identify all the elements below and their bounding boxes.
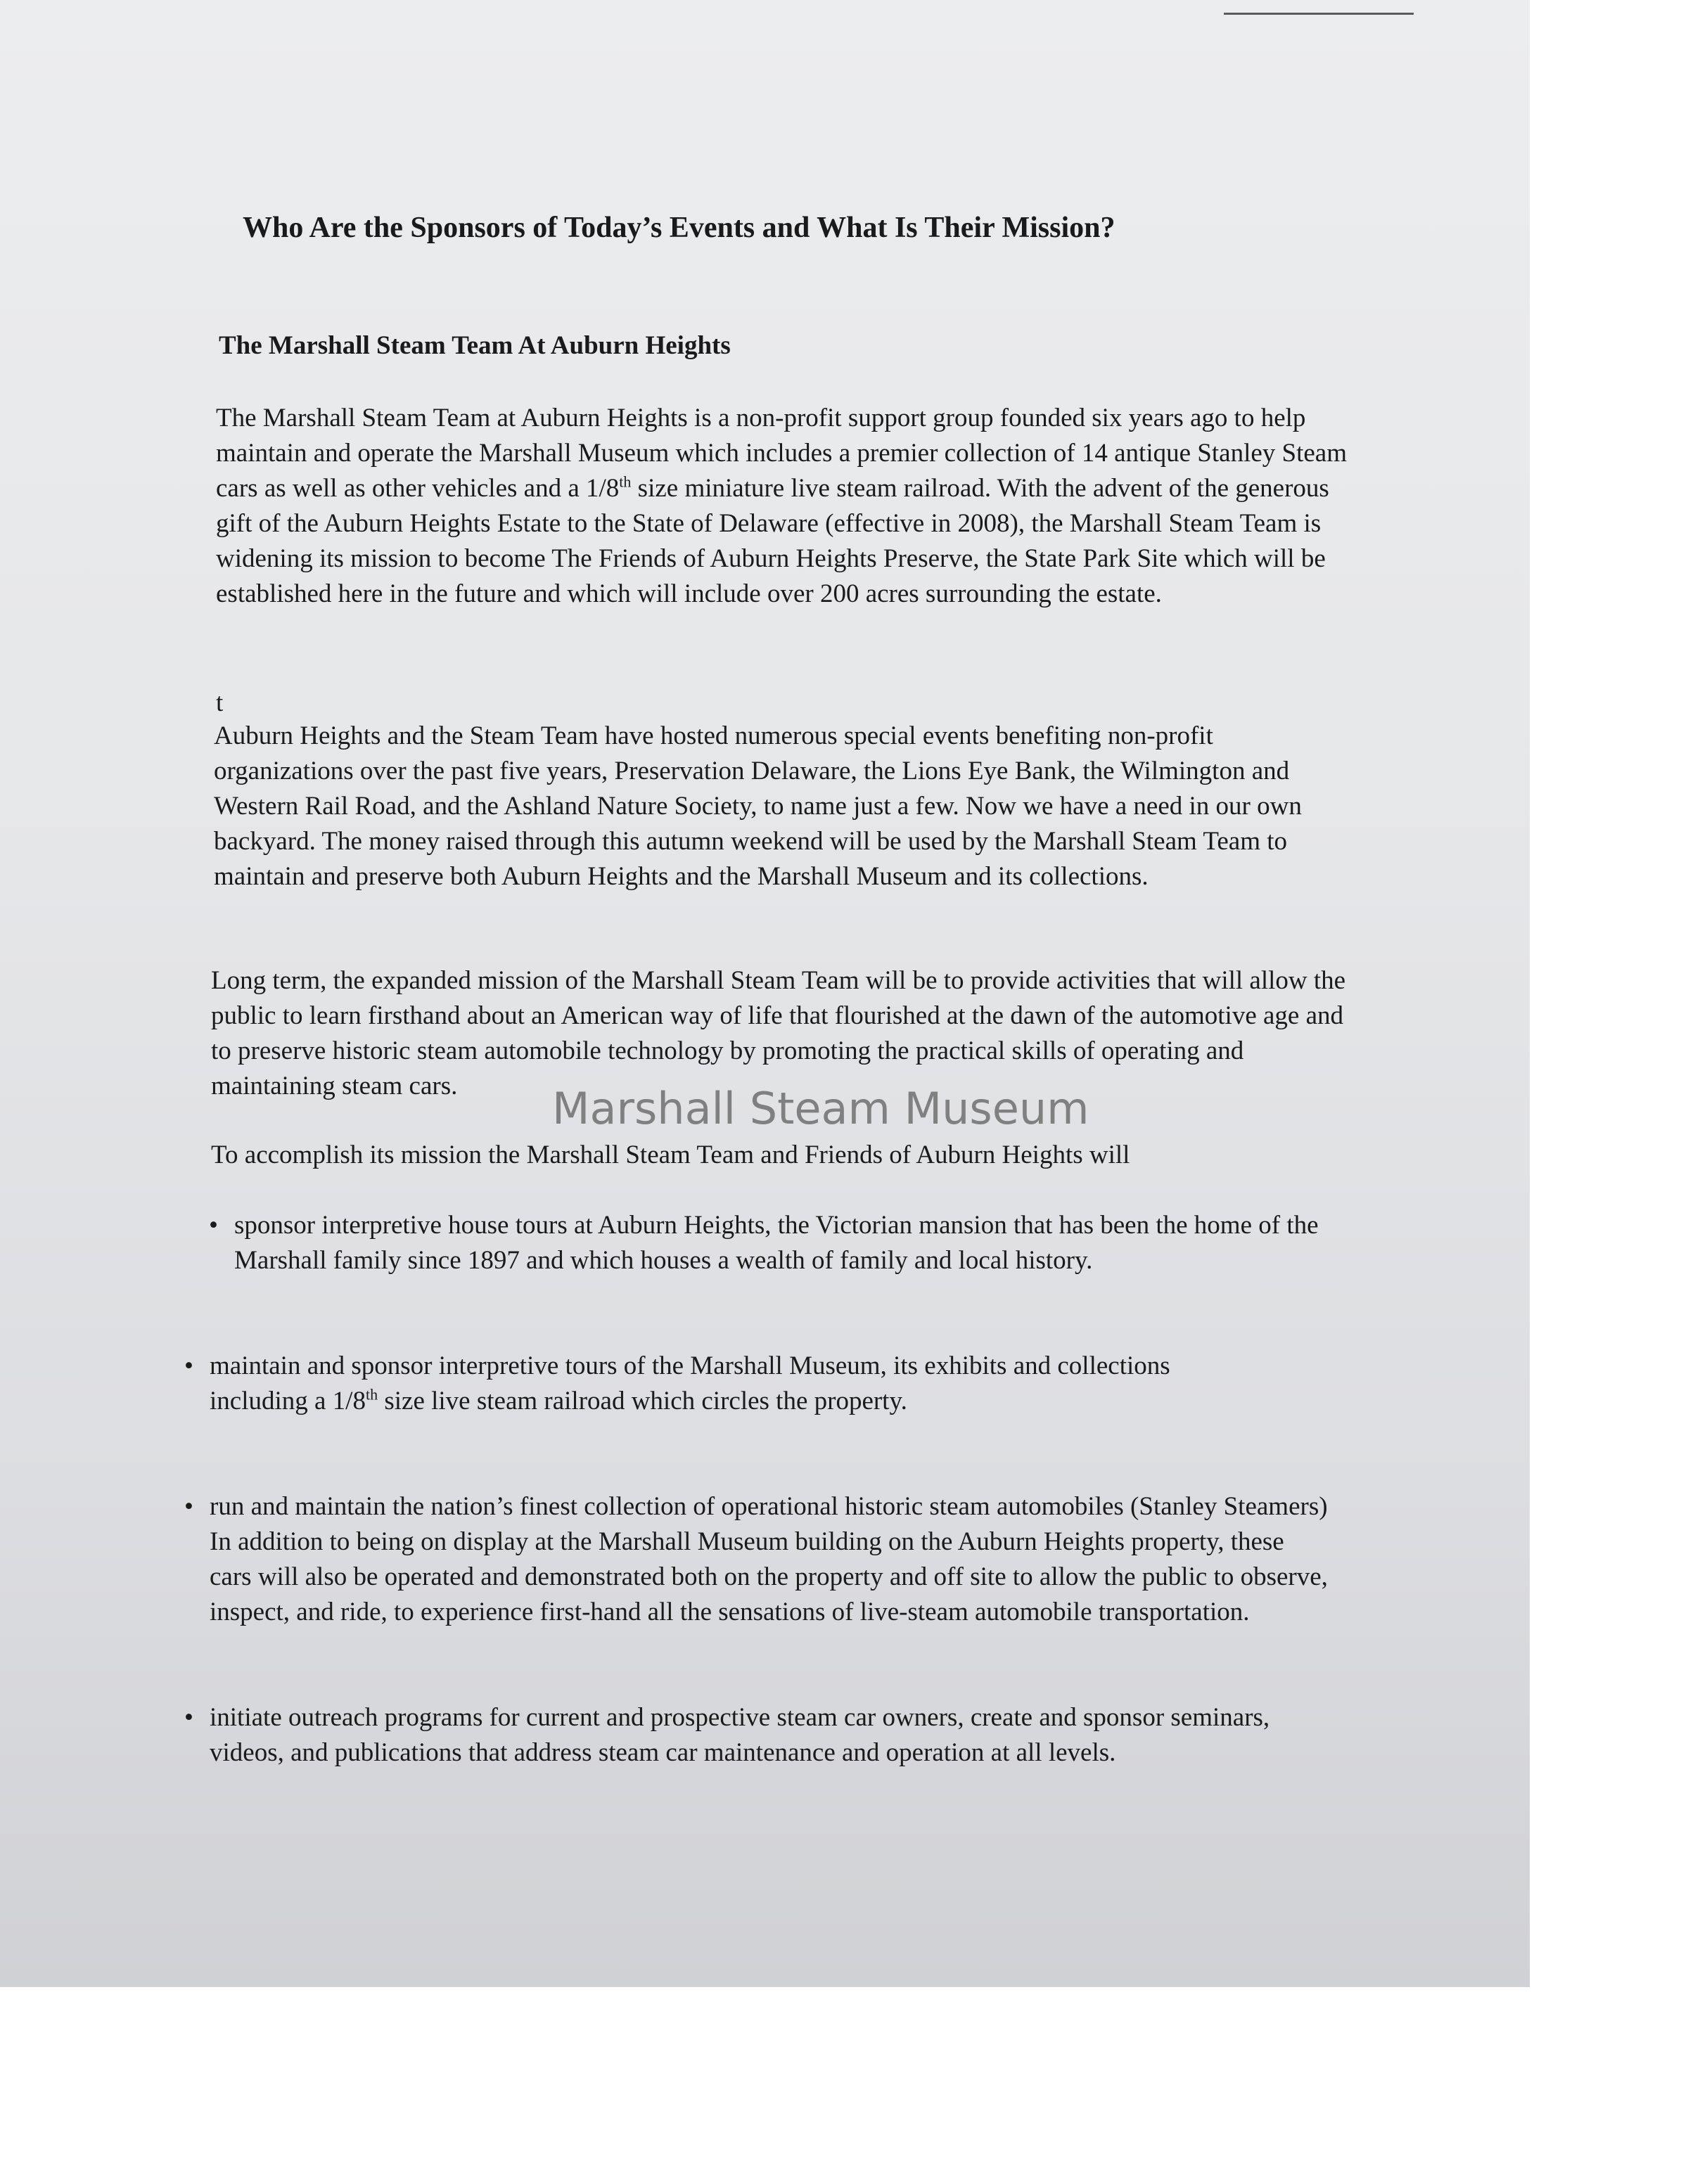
document-heading: Who Are the Sponsors of Today’s Events and What Is Their Mission? (243, 212, 1115, 244)
paragraph-3: Long term, the expanded mission of the Marshall Steam Team will be to provide activities that will allow the public to learn firsthand about an American way of life that flourished at the dawn of the automotive age and to preserve historic steam automobile technology by promoting the practical skills of operating and maintaining steam cars. (211, 966, 1346, 1100)
bullet-dot: • (184, 1492, 193, 1521)
stray-mark: t (216, 688, 224, 717)
bullet-2-text-b: size live steam railroad which circles the property. (378, 1387, 907, 1415)
paragraph-1-text-b: size miniature live steam railroad. With the advent of the generous gift of the Auburn Heights Estate to the State of Delaware (effective in 2008), the Marshall Steam Team is widening its mission to become The Friends of Auburn Heights Preserve, the State Park Site which will be established here in the future and which will include over 200 acres surrounding the estate. (216, 474, 1329, 608)
bullet-dot: • (184, 1703, 193, 1732)
watermark: Marshall Steam Museum (552, 1083, 1089, 1134)
bullet-1-text: sponsor interpretive house tours at Auburn Heights, the Victorian mansion that has been the home of the Marshall family since 1897 and which houses a wealth of family and local history. (234, 1211, 1319, 1275)
bullet-4-text: initiate outreach programs for current and prospective steam car owners, create and sponsor seminars, videos, and publications that address steam car maintenance and operation at all levels. (210, 1703, 1270, 1767)
bullet-3-text: run and maintain the nation’s finest collection of operational historic steam automobiles (Stanley Steamers) In addition to being on display at the Marshall Museum building on the Auburn Heights property, these cars will also be operated and demonstrated both on the property and off site to allow the public to observe, inspect, and ride, to experience first-hand all the sensations of live-steam automobile transportation. (210, 1492, 1328, 1626)
paragraph-1-superscript: th (619, 473, 632, 491)
bullet-item-1 (209, 1208, 1331, 1278)
bullet-dot: • (184, 1351, 193, 1380)
paragraph-2: Auburn Heights and the Steam Team have hosted numerous special events benefiting non-profit organizations over the past five years, Preservation Delaware, the Lions Eye Bank, the Wilmington and Western Rail Road, and the Ashland Nature Society, to name just a few. Now we have a need in our own backyard. The money raised through this autumn weekend will be used by the Marshall Steam Team to maintain and preserve both Auburn Heights and the Marshall Museum and its collections. (214, 721, 1302, 891)
bullet-dot: • (209, 1211, 218, 1240)
paragraph-4: To accomplish its mission the Marshall Steam Team and Friends of Auburn Heights will (211, 1141, 1130, 1169)
bullet-item-2 (184, 1349, 1251, 1419)
paragraph-1-text-a: The Marshall Steam Team at Auburn Heights is a non-profit support group founded six years ago to help maintain and operate the Marshall Museum which includes a premier collection of 14 antique Stanley Steam cars as well as other vehicles and a 1/8 (216, 404, 1348, 503)
bullet-item-4 (184, 1700, 1279, 1771)
section-title: The Marshall Steam Team At Auburn Heights (219, 331, 731, 360)
bullet-item-3 (184, 1489, 1328, 1630)
bullet-2-superscript: th (365, 1385, 378, 1403)
bullet-2-text-a: maintain and sponsor interpretive tours of the Marshall Museum, its exhibits and collections including a 1/8 (210, 1351, 1170, 1415)
